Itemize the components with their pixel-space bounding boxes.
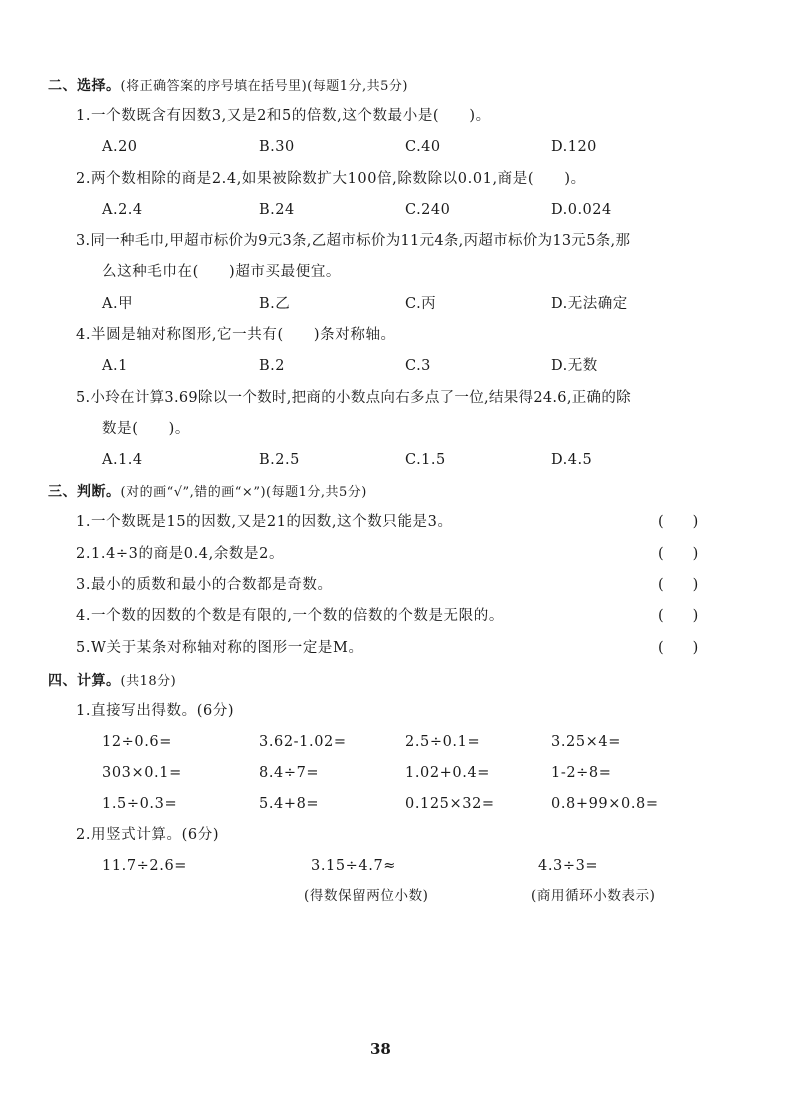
oral-calc-item: 12÷0.6= (102, 734, 173, 750)
choice-question-1: 1.一个数既含有因数3,又是2和5的倍数,这个数最小是( )。 (76, 108, 491, 124)
choice-option: A.2.4 (102, 202, 143, 218)
choice-option: C.1.5 (405, 452, 446, 468)
section-3-heading (48, 485, 367, 499)
section-4-heading (48, 674, 176, 688)
choice-option: D.0.024 (551, 202, 612, 218)
oral-calc-item: 3.62-1.02= (259, 734, 347, 750)
oral-calc-item: 8.4÷7= (259, 765, 320, 781)
answer-paren: ( ) (658, 608, 699, 624)
choice-question-3-continued: 么这种毛巾在( )超市买最便宜。 (102, 264, 342, 280)
choice-option: B.24 (259, 202, 295, 218)
oral-calc-item: 1.02+0.4= (405, 765, 491, 781)
choice-option: A.1.4 (102, 452, 143, 468)
choice-option: C.240 (405, 202, 451, 218)
choice-option: A.1 (102, 358, 128, 374)
answer-paren: ( ) (658, 514, 699, 530)
vertical-calc-note: (得数保留两位小数) (304, 888, 429, 904)
choice-option: B.30 (259, 139, 295, 155)
judge-item-1: 1.一个数既是15的因数,又是21的因数,这个数只能是3。 (76, 514, 453, 530)
oral-calc-item: 3.25×4= (551, 734, 622, 750)
judge-item-3: 3.最小的质数和最小的合数都是奇数。 (76, 577, 333, 593)
page-number: 38 (370, 1040, 391, 1058)
choice-option: D.无法确定 (551, 296, 628, 312)
choice-question-5-continued: 数是( )。 (102, 421, 191, 437)
choice-question-5: 5.小玲在计算3.69除以一个数时,把商的小数点向右多点了一位,结果得24.6,正确的除 (76, 390, 631, 406)
judge-item-4: 4.一个数的因数的个数是有限的,一个数的倍数的个数是无限的。 (76, 608, 504, 624)
choice-option: B.2.5 (259, 452, 300, 468)
calc-part-1-title: 1.直接写出得数。(6分) (76, 703, 235, 719)
choice-option: B.乙 (259, 296, 291, 312)
choice-option: D.120 (551, 139, 597, 155)
oral-calc-item: 5.4+8= (259, 796, 320, 812)
choice-option: D.4.5 (551, 452, 593, 468)
oral-calc-item: 2.5÷0.1= (405, 734, 481, 750)
choice-option: A.甲 (102, 296, 134, 312)
choice-option: C.40 (405, 139, 441, 155)
choice-question-2: 2.两个数相除的商是2.4,如果被除数扩大100倍,除数除以0.01,商是( )。 (76, 171, 586, 187)
section-3-note: (对的画“√”,错的画“×”)(每题1分,共5分) (120, 485, 367, 500)
oral-calc-item: 0.125×32= (405, 796, 495, 812)
judge-item-2: 2.1.4÷3的商是0.4,余数是2。 (76, 546, 285, 562)
choice-option: A.20 (102, 139, 138, 155)
section-2-title: 二、选择。 (48, 78, 121, 94)
judge-item-5: 5.W关于某条对称轴对称的图形一定是M。 (76, 640, 364, 656)
vertical-calc-item: 3.15÷4.7≈ (311, 858, 397, 874)
choice-option: D.无数 (551, 358, 598, 374)
answer-paren: ( ) (658, 546, 699, 562)
choice-question-3: 3.同一种毛巾,甲超市标价为9元3条,乙超市标价为11元4条,丙超市标价为13元5条,那 (76, 233, 631, 249)
choice-option: C.3 (405, 358, 431, 374)
choice-question-4: 4.半圆是轴对称图形,它一共有( )条对称轴。 (76, 327, 396, 343)
section-4-note: (共18分) (120, 674, 177, 689)
oral-calc-item: 0.8+99×0.8= (551, 796, 659, 812)
choice-option: C.丙 (405, 296, 437, 312)
vertical-calc-item: 11.7÷2.6= (102, 858, 188, 874)
calc-part-2-title: 2.用竖式计算。(6分) (76, 827, 220, 843)
section-3-title: 三、判断。 (48, 484, 121, 500)
oral-calc-item: 1-2÷8= (551, 765, 612, 781)
choice-option: B.2 (259, 358, 285, 374)
section-2-heading (48, 79, 408, 93)
oral-calc-item: 303×0.1= (102, 765, 182, 781)
section-2-note: (将正确答案的序号填在括号里)(每题1分,共5分) (120, 79, 408, 94)
answer-paren: ( ) (658, 640, 699, 656)
answer-paren: ( ) (658, 577, 699, 593)
oral-calc-item: 1.5÷0.3= (102, 796, 178, 812)
section-4-title: 四、计算。 (48, 673, 121, 689)
vertical-calc-item: 4.3÷3= (538, 858, 599, 874)
vertical-calc-note: (商用循环小数表示) (531, 888, 656, 904)
